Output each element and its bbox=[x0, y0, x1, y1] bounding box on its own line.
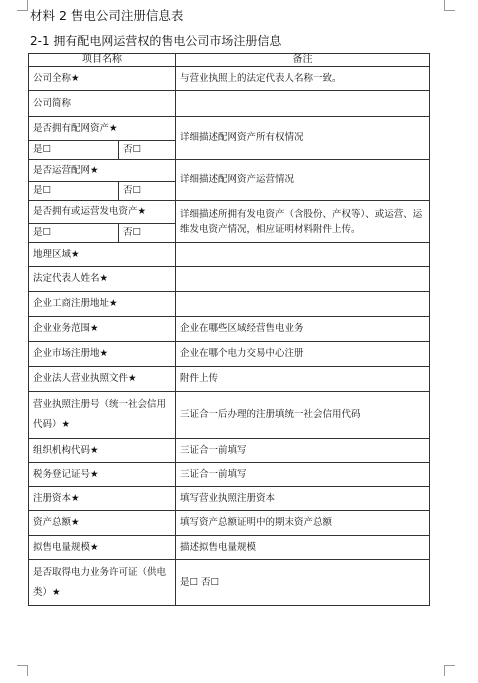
table-row bbox=[29, 367, 430, 392]
row-note: 三证合一后办理的注册填统一社会信用代码 bbox=[176, 392, 430, 439]
table-row bbox=[29, 511, 430, 536]
row-note: 详细描述配网资产所有权情况 bbox=[176, 117, 430, 160]
row-label: 拟售电量规模★ bbox=[29, 536, 176, 560]
row-note bbox=[176, 267, 430, 292]
table-row bbox=[29, 487, 430, 511]
yes-checkbox[interactable]: 是☐ bbox=[29, 224, 119, 243]
table-row bbox=[29, 342, 430, 367]
table-row bbox=[29, 267, 430, 292]
row-label: 法定代表人姓名★ bbox=[29, 267, 176, 292]
table-row bbox=[29, 67, 430, 91]
row-label: 企业业务范围★ bbox=[29, 317, 176, 342]
crop-mark-top-right bbox=[444, 0, 455, 11]
row-label: 税务登记证号★ bbox=[29, 463, 176, 487]
table-row bbox=[29, 201, 430, 224]
table-row bbox=[29, 317, 430, 342]
row-label: 营业执照注册号（统一社会信用代码）★ bbox=[29, 392, 176, 439]
row-label: 资产总额★ bbox=[29, 511, 176, 536]
row-note: 是☐ 否☐ bbox=[176, 560, 430, 606]
no-checkbox[interactable]: 否☐ bbox=[119, 224, 176, 243]
header-note: 备注 bbox=[176, 54, 430, 67]
table-row bbox=[29, 91, 430, 117]
crop-mark-bottom-left bbox=[17, 665, 28, 676]
row-label: 是否拥有配网资产★ bbox=[29, 117, 176, 141]
row-note: 描述拟售电量规模 bbox=[176, 536, 430, 560]
row-note: 三证合一前填写 bbox=[176, 439, 430, 463]
row-label: 公司简称 bbox=[29, 91, 176, 117]
table-row bbox=[29, 536, 430, 560]
row-note bbox=[176, 91, 430, 117]
section-title: 2-1 拥有配电网运营权的售电公司市场注册信息 bbox=[30, 34, 282, 48]
row-note: 填写营业执照注册资本 bbox=[176, 487, 430, 511]
row-label: 企业法人营业执照文件★ bbox=[29, 367, 176, 392]
row-note: 详细描述配网资产运营情况 bbox=[176, 160, 430, 201]
row-note: 企业在哪个电力交易中心注册 bbox=[176, 342, 430, 367]
table-row bbox=[29, 560, 430, 606]
row-label: 是否取得电力业务许可证（供电类）★ bbox=[29, 560, 176, 606]
row-label: 是否拥有或运营发电资产★ bbox=[29, 201, 176, 224]
document-title: 材料 2 售电公司注册信息表 bbox=[30, 8, 184, 23]
row-label: 公司全称★ bbox=[29, 67, 176, 91]
table-row bbox=[29, 439, 430, 463]
table-row bbox=[29, 160, 430, 182]
row-label: 注册资本★ bbox=[29, 487, 176, 511]
row-label: 是否运营配网★ bbox=[29, 160, 176, 182]
header-item-name: 项目名称 bbox=[29, 54, 176, 67]
crop-mark-bottom-right bbox=[444, 665, 455, 676]
row-label: 地理区域★ bbox=[29, 243, 176, 267]
no-checkbox[interactable]: 否☐ bbox=[119, 141, 176, 160]
row-label: 组织机构代码★ bbox=[29, 439, 176, 463]
row-note: 三证合一前填写 bbox=[176, 463, 430, 487]
row-note bbox=[176, 243, 430, 267]
row-note: 附件上传 bbox=[176, 367, 430, 392]
row-note bbox=[176, 292, 430, 317]
table-row bbox=[29, 243, 430, 267]
row-label: 企业工商注册地址★ bbox=[29, 292, 176, 317]
crop-mark-top-left bbox=[17, 0, 28, 11]
row-note: 企业在哪些区域经营售电业务 bbox=[176, 317, 430, 342]
table-header-row bbox=[29, 54, 430, 67]
yes-checkbox[interactable]: 是☐ bbox=[29, 182, 119, 201]
no-checkbox[interactable]: 否☐ bbox=[119, 182, 176, 201]
registration-table bbox=[28, 53, 430, 606]
row-label: 企业市场注册地★ bbox=[29, 342, 176, 367]
row-note: 填写资产总额证明中的期末资产总额 bbox=[176, 511, 430, 536]
table-row bbox=[29, 117, 430, 141]
table-row bbox=[29, 392, 430, 439]
yes-checkbox[interactable]: 是☐ bbox=[29, 141, 119, 160]
table-row bbox=[29, 292, 430, 317]
row-note: 详细描述所拥有发电资产（含股份、产权等）、或运营、运维发电资产情况，相应证明材料附件上传。 bbox=[176, 201, 430, 243]
row-note: 与营业执照上的法定代表人名称一致。 bbox=[176, 67, 430, 91]
table-row bbox=[29, 463, 430, 487]
